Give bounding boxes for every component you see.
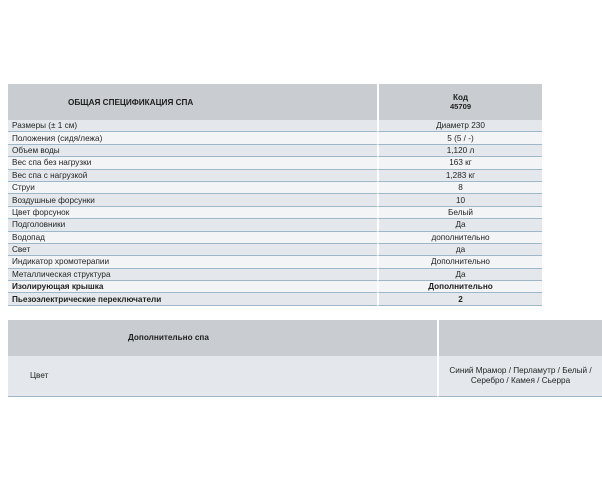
spec-value: 1,283 кг <box>377 170 542 182</box>
spec-value: 1,120 л <box>377 145 542 157</box>
extra-title: Дополнительно спа <box>8 320 437 356</box>
spec-header-row <box>8 84 542 120</box>
spec-row <box>8 120 542 132</box>
spec-label: Металлическая структура <box>8 269 377 281</box>
spec-value: Диаметр 230 <box>377 120 542 132</box>
spec-label: Подголовники <box>8 219 377 231</box>
spec-value: Дополнительно <box>377 281 542 293</box>
spec-label: Изолирующая крышка <box>8 281 377 293</box>
spec-value: Дополнительно <box>377 256 542 268</box>
spec-row <box>8 194 542 206</box>
spec-label: Водопад <box>8 232 377 244</box>
spec-value: да <box>377 244 542 256</box>
spec-row <box>8 207 542 219</box>
spec-value: 2 <box>377 293 542 305</box>
spec-value: 5 (5 / -) <box>377 132 542 144</box>
extra-row <box>8 356 602 397</box>
spec-label: Пьезоэлектрические переключатели <box>8 293 377 305</box>
spec-label: Свет <box>8 244 377 256</box>
spec-label: Цвет форсунок <box>8 207 377 219</box>
extra-header-row <box>8 320 602 356</box>
spec-row <box>8 157 542 169</box>
spec-label: Индикатор хромотерапии <box>8 256 377 268</box>
spec-value: 10 <box>377 194 542 206</box>
spec-value: 163 кг <box>377 157 542 169</box>
spec-label: Струи <box>8 182 377 194</box>
spec-rows <box>8 120 542 306</box>
general-spec-table <box>8 84 542 306</box>
spec-row <box>8 232 542 244</box>
spec-row <box>8 219 542 231</box>
color-label: Цвет <box>8 356 437 397</box>
code-label: Код <box>452 93 469 102</box>
spec-row <box>8 132 542 144</box>
spec-row <box>8 281 542 293</box>
spec-value: Да <box>377 269 542 281</box>
spec-row <box>8 293 542 305</box>
spec-label: Воздушные форсунки <box>8 194 377 206</box>
spec-row <box>8 182 542 194</box>
spec-row <box>8 269 542 281</box>
code-header <box>377 84 542 120</box>
spec-value: Да <box>377 219 542 231</box>
spec-label: Размеры (± 1 см) <box>8 120 377 132</box>
extra-spec-table <box>8 320 602 397</box>
spec-document <box>8 84 592 397</box>
code-value: 45709 <box>449 102 472 111</box>
spec-value: Белый <box>377 207 542 219</box>
spec-title: ОБЩАЯ СПЕЦИФИКАЦИЯ СПА <box>8 84 377 120</box>
spec-row <box>8 244 542 256</box>
spec-label: Вес спа с нагрузкой <box>8 170 377 182</box>
spec-label: Объем воды <box>8 145 377 157</box>
spec-value: дополнительно <box>377 232 542 244</box>
spec-row <box>8 170 542 182</box>
color-value: Синий Мрамор / Перламутр / Белый / Серебро / Камея / Сьерра <box>437 356 602 397</box>
spec-row <box>8 145 542 157</box>
extra-header-empty <box>437 320 602 356</box>
spec-row <box>8 256 542 268</box>
spec-value: 8 <box>377 182 542 194</box>
spec-label: Положения (сидя/лежа) <box>8 132 377 144</box>
spec-label: Вес спа без нагрузки <box>8 157 377 169</box>
